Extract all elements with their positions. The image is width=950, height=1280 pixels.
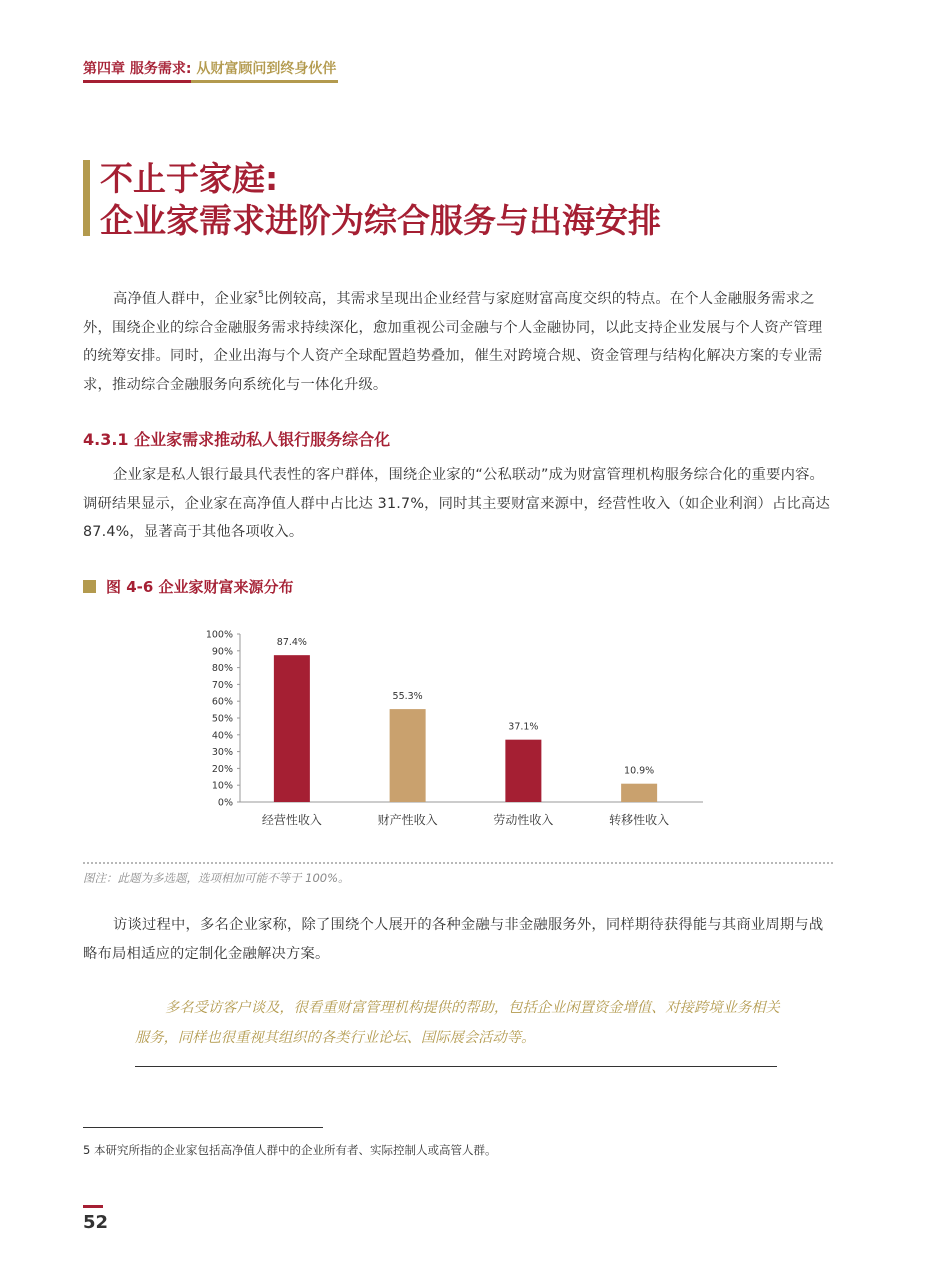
title-accent-bar xyxy=(83,160,90,236)
page-title-line1: 不止于家庭: xyxy=(100,159,279,198)
figure-note: 图注：此题为多选题，选项相加可能不等于 100%。 xyxy=(83,871,350,885)
data-label: 55.3% xyxy=(392,691,423,703)
footnote-rule xyxy=(83,1127,323,1128)
quote-text: 多名受访客户谈及，很看重财富管理机构提供的帮助，包括企业闲置资金增值、对接跨境业务相关服务，同样也很重视其组织的各类行业论坛、国际展会活动等。 xyxy=(135,1000,780,1046)
bar xyxy=(505,740,541,802)
footnote: 5 本研究所指的企业家包括高净值人群中的企业所有者、实际控制人或高管人群。 xyxy=(83,1143,497,1157)
intro-part2: 比例较高，其需求呈现出企业经营与家庭财富高度交织的特点。在个人金融服务需求之外，围绕企业的综合金融服务需求持续深化，愈加重视公司金融与个人金融协同，以此支持企业发展与个人资产管理的统筹安排。同时，企业出海与个人资产全球配置趋势叠加，催生对跨境合规、资金管理与结构化解决方案的专业需求，推动综合金融服务向系统化与一体化升级。 xyxy=(83,291,823,393)
body-paragraph: 访谈过程中，多名企业家称，除了围绕个人展开的各种金融与非金融服务外，同样期待获得能与其商业周期与战略布局相适应的定制化金融解决方案。 xyxy=(83,917,824,962)
y-tick-label: 0% xyxy=(217,797,233,809)
figure-title: 图 4-6 企业家财富来源分布 xyxy=(106,578,294,596)
quote-rule xyxy=(135,1066,777,1067)
y-tick-label: 30% xyxy=(211,747,233,759)
y-tick-label: 60% xyxy=(211,696,233,708)
bar xyxy=(274,655,310,802)
chapter-label: 第四章 服务需求: xyxy=(83,61,192,77)
bar-chart xyxy=(200,626,720,846)
x-tick-label: 转移性收入 xyxy=(609,813,670,827)
page-number: 52 xyxy=(83,1212,109,1233)
x-tick-label: 劳动性收入 xyxy=(493,813,554,827)
intro-paragraph xyxy=(83,285,833,399)
section-paragraph: 企业家是私人银行最具代表性的客户群体，围绕企业家的“公私联动”成为财富管理机构服务综合化的重要内容。调研结果显示，企业家在高净值人群中占比达 31.7%，同时其主要财富来源中，经营性收入（如企业利润）占比高达 87.4%，显著高于其他各项收入。 xyxy=(83,467,831,540)
x-tick-label: 经营性收入 xyxy=(261,813,322,827)
chapter-subtitle: 从财富顾问到终身伙伴 xyxy=(191,61,337,77)
dotted-divider xyxy=(83,862,833,864)
figure-marker xyxy=(83,580,96,593)
chapter-header xyxy=(83,58,336,78)
bar xyxy=(621,784,657,802)
bar xyxy=(390,709,426,802)
page-title xyxy=(100,158,661,242)
y-tick-label: 100% xyxy=(205,629,233,641)
page-title-line2: 企业家需求进阶为综合服务与出海安排 xyxy=(100,201,661,240)
chapter-rule-gold xyxy=(191,80,338,83)
data-label: 87.4% xyxy=(276,637,307,649)
y-tick-label: 20% xyxy=(211,763,233,775)
chapter-rule-red xyxy=(83,80,191,83)
footnote-ref: 5 xyxy=(257,290,264,301)
page-number-bar xyxy=(83,1205,103,1208)
y-tick-label: 70% xyxy=(211,679,233,691)
y-tick-label: 50% xyxy=(211,713,233,725)
intro-part1: 高净值人群中，企业家 xyxy=(113,291,258,307)
y-tick-label: 80% xyxy=(211,663,233,675)
data-label: 10.9% xyxy=(624,765,655,777)
x-tick-label: 财产性收入 xyxy=(377,813,438,827)
y-tick-label: 10% xyxy=(211,780,233,792)
section-heading: 4.3.1 企业家需求推动私人银行服务综合化 xyxy=(83,430,391,449)
data-label: 37.1% xyxy=(508,721,539,733)
y-tick-label: 90% xyxy=(211,646,233,658)
y-tick-label: 40% xyxy=(211,730,233,742)
